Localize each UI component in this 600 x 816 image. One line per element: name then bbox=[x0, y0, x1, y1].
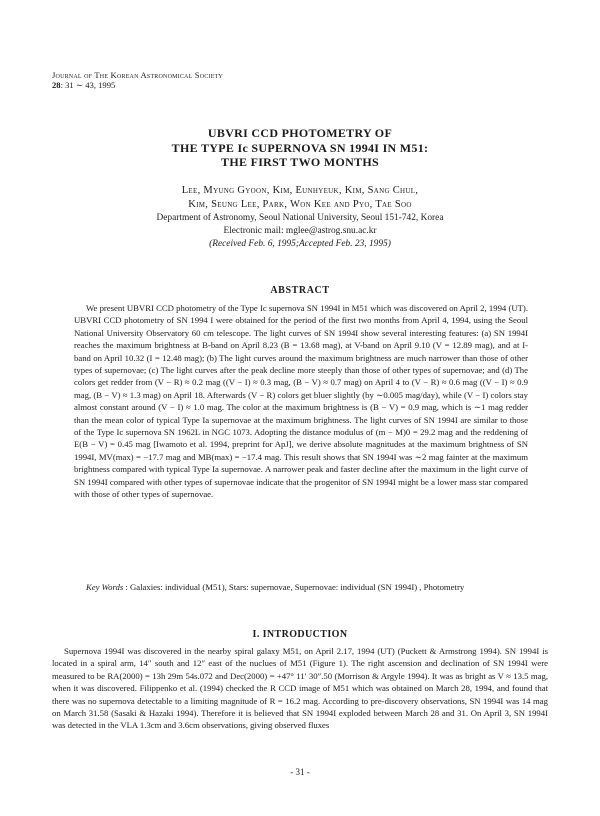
introduction-text: Supernova 1994I was discovered in the nearby spiral galaxy M51, on April 2.17, 1994 (UT) (Puckett & Armstrong 1994). SN 1994I is located in a spiral arm, 14″ south and 12″ east of the nuclues of M51 (Figure 1). The right ascension and declination of SN 1994I were measured to be RA(2000) = 13h 29m 54s.072 and Dec(2000) = +47° 11′ 30″.50 (Morrison & Argyle 1994). It was as bright as V ≈ 13.5 mag, when it was discovered. Filippenko et al. (1994) checked the R CCD image of M51 which was obtained on March 28, 1994, and found that there was no supernova detectable to a limiting magnitude of R = 16.2 mag. According to pre-discovery observations, SN 1994I was 14 mag on March 31.58 (Sasaki & Hazaki 1994). Therefore it is believed that SN 1994I exploded between March 28 and 31. On April 3, SN 1994I was detected in the VLA 1.3cm and 3.6cm observations, giving observed fluxes bbox=[52, 646, 548, 731]
abstract-text: We present UBVRI CCD photometry of the Type Ic supernova SN 1994I in M51 which was discovered on April 2, 1994 (UT). UBVRI CCD photometry of SN 1994 I were obtained for the period of the first two months from April 4, 1994, using the Seoul National University Observatory 60 cm telescope. The light curves of SN 1994I show several interesting features: (a) SN 1994I reaches the maximum brightness at B-band on April 8.23 (B = 13.68 mag), at V-band on April 9.10 (V = 12.89 mag), and at I-band on April 10.32 (I = 12.48 mag); (b) The light curves around the maximum brightness are much narrower than those of other types of supernovae; (c) The light curves after the peak decline more steeply than those of other types of supernovae; and (d) The colors get redder from (V − R) ≈ 0.2 mag ((V − I) ≈ 0.3 mag, (B − V) ≈ 0.7 mag) on April 4 to (V − R) ≈ 0.6 mag ((V − I) ≈ 0.9 mag, (B − V) ≈ 1.3 mag) on April 18. Afterwards (V − R) colors get bluer slightly (by ∼0.005 mag/day), while (V − I) colors stay almost constant around (V − I) ≈ 1.0 mag. The color at the maximum brightness is (B − V) = 0.9 mag, which is ∼1 mag redder than the mean color of typical Type Ia supernovae at the maximum brightness. The light curves of SN 1994I are similar to those of the Type Ic supernova SN 1962L in NGC 1073. Adopting the distance modulus of (m − M)0 = 29.2 mag and the reddening of E(B − V) = 0.45 mag [Iwamoto et al. 1994, preprint for ApJ], we derive absolute magnitudes at the maximum brightness of SN 1994I, MV(max) = −17.7 mag and MB(max) = −17.4 mag. This result shows that SN 1994I was ∼2 mag fainter at the maximum brightness compared with typical Type Ia supernovae. A narrower peak and faster decline after the maximum in the light curve of SN 1994I compared with other types of supernovae indicate that the progenitor of SN 1994I might be a lower mass star compared with those of other types of supernovae. bbox=[74, 303, 528, 500]
received-dates: (Received Feb. 6, 1995;Accepted Feb. 23, 1995) bbox=[209, 239, 391, 249]
authors-line-1: Lee, Myung Gyoon, Kim, Eunhyeuk, Kim, Sang Chul, bbox=[181, 185, 419, 196]
abstract-body bbox=[74, 302, 528, 501]
affiliation-email: Electronic mail: mglee@astrog.snu.ac.kr bbox=[223, 226, 377, 236]
authors-line-2: Kim, Seung Lee, Park, Won Kee and Pyo, Tae Soo bbox=[188, 198, 412, 210]
affiliation-department: Department of Astronomy, Seoul National University, Seoul 151-742, Korea bbox=[156, 213, 444, 223]
abstract-heading: ABSTRACT bbox=[270, 285, 330, 296]
journal-name: Journal of The Korean Astronomical Society bbox=[52, 70, 223, 80]
introduction-body bbox=[52, 645, 548, 732]
introduction-heading: I. INTRODUCTION bbox=[252, 629, 348, 640]
keywords-paragraph bbox=[74, 581, 528, 593]
journal-pages: : 31 ∼ 43, 1995 bbox=[60, 80, 116, 90]
author-list bbox=[0, 184, 600, 211]
journal-header bbox=[52, 70, 223, 90]
keywords-text: : Galaxies: individual (M51), Stars: supernovae, Supernovae: individual (SN 1994I) , Photometry bbox=[125, 582, 465, 592]
keywords-block bbox=[74, 581, 528, 593]
title-line-2: THE TYPE Ic SUPERNOVA SN 1994I IN M51: bbox=[171, 140, 429, 155]
journal-volume: 28 bbox=[52, 80, 61, 90]
title-line-1: UBVRI CCD PHOTOMETRY OF bbox=[207, 126, 393, 140]
affiliation-block bbox=[0, 212, 600, 251]
page-number: - 31 - bbox=[290, 767, 310, 777]
paper-title bbox=[0, 126, 600, 170]
keywords-label: Key Words bbox=[86, 582, 124, 592]
title-line-3: THE FIRST TWO MONTHS bbox=[221, 155, 379, 169]
journal-volume-line bbox=[52, 80, 223, 90]
